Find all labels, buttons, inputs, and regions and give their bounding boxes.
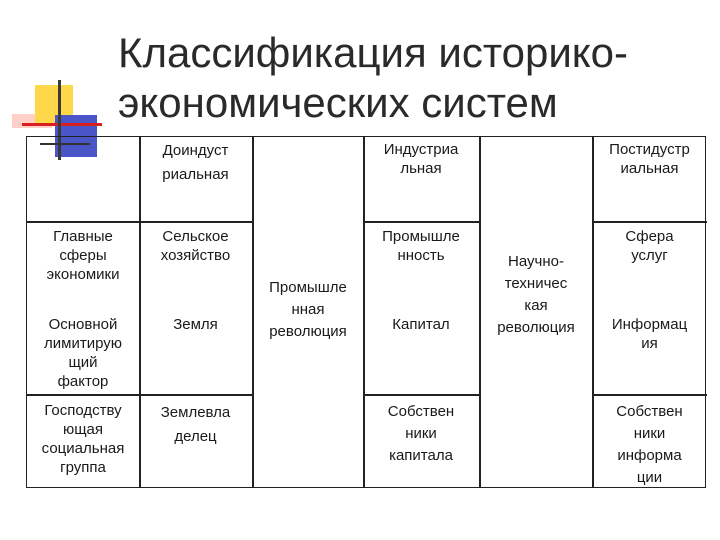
transition-industrial-revolution: Промышле нная революция [269, 279, 347, 340]
table-divider [592, 394, 707, 396]
table-divider [592, 221, 707, 223]
cell-preindustrial-factor: Земля [173, 316, 218, 333]
header-industrial: Индустриа льная [383, 141, 459, 177]
header-preindustrial: Доиндуст риальная [162, 142, 229, 183]
cell-industrial-factor: Капитал [392, 316, 450, 333]
header-postindustrial: Постидустр иальная [609, 141, 690, 177]
cell-industrial-sector: Промышле нность [382, 228, 460, 264]
table-divider [27, 221, 253, 223]
slide-title: Классификация историко- экономических систем [118, 29, 628, 126]
classification-table [26, 136, 706, 488]
row-label-main-sectors: Главные сферы экономики [46, 228, 120, 283]
table-divider [363, 394, 480, 396]
row-label-ruling-group: Господству ющая социальная группа [41, 402, 125, 476]
cell-preindustrial-sector: Сельское хозяйство [160, 228, 231, 264]
table-divider [27, 394, 253, 396]
cell-postindustrial-sector: Сфера услуг [625, 228, 674, 264]
transition-scitech-revolution: Научно- техничес кая революция [497, 253, 575, 336]
decor-red-line [22, 123, 102, 126]
row-label-limiting-factor: Основной лимитирую щий фактор [44, 316, 122, 390]
cell-postindustrial-factor: Информац ия [611, 316, 688, 352]
cell-industrial-group: Собствен ники капитала [387, 403, 455, 464]
cell-postindustrial-group: Собствен ники информа ции [616, 403, 683, 486]
cell-preindustrial-group: Землевла делец [160, 404, 231, 445]
table-divider [363, 221, 480, 223]
